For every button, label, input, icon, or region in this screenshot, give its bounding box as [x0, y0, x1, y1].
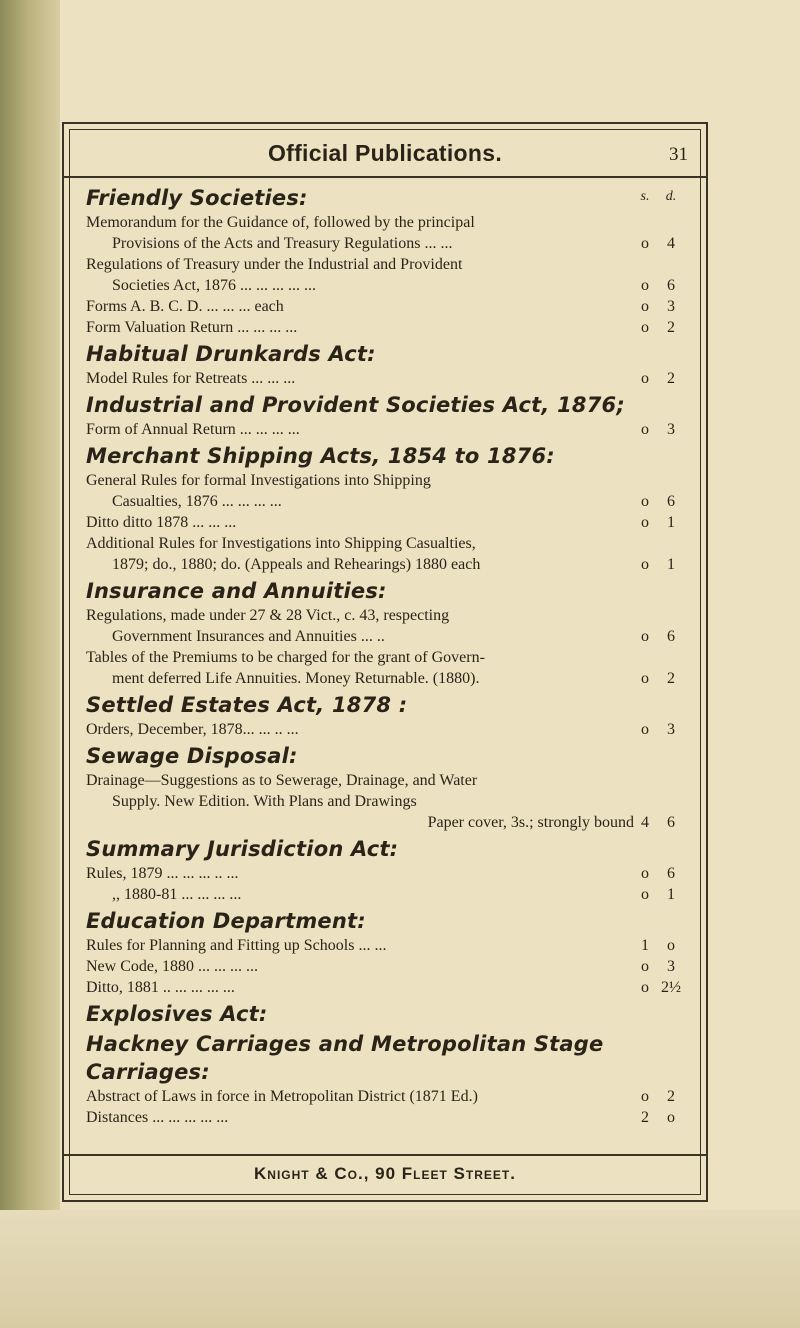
price-shillings: o: [641, 628, 649, 645]
entry-text: Regulations, made under 27 & 28 Vict., c. 43, respecting: [86, 607, 450, 624]
price-pence: o: [667, 1109, 675, 1126]
section-title: Industrial and Provident Societies Act, 1876;: [86, 393, 625, 417]
price-shillings: o: [641, 298, 649, 315]
price-shillings: 2: [641, 1109, 649, 1126]
publication-entry: [86, 812, 686, 833]
price-shillings: o: [641, 670, 649, 687]
entry-text: Abstract of Laws in force in Metropolitan District (1871 Ed.): [86, 1088, 478, 1105]
price-shillings: o: [641, 865, 649, 882]
publication-entry: [86, 791, 686, 812]
price-pence: 6: [667, 865, 675, 882]
publication-entry: [86, 419, 686, 440]
price-pence: 2: [667, 319, 675, 336]
publication-entry: [86, 668, 686, 689]
section-title: Sewage Disposal:: [86, 744, 298, 768]
entry-text: Societies Act, 1876 ... ... ... ... ...: [112, 277, 316, 294]
entry-text: Government Insurances and Annuities ... ..: [112, 628, 385, 645]
publication-entry: [86, 863, 686, 884]
price-pence: 3: [667, 958, 675, 975]
section-title: Insurance and Annuities:: [86, 579, 387, 603]
entry-text: Tables of the Premiums to be charged for the grant of Govern-: [86, 649, 485, 666]
publication-entry: [86, 212, 686, 233]
publication-entry: [86, 275, 686, 296]
price-pence: 6: [667, 814, 675, 831]
page-title: Official Publications.: [267, 140, 503, 166]
shillings-header: s.: [640, 189, 650, 204]
price-shillings: o: [641, 721, 649, 738]
publication-entry: [86, 233, 686, 254]
price-shillings: o: [641, 979, 649, 996]
entry-text: Memorandum for the Guidance of, followed by the principal: [86, 214, 475, 231]
publication-entry: [86, 647, 686, 668]
price-shillings: o: [641, 235, 649, 252]
price-shillings: o: [641, 514, 649, 531]
entry-text: New Code, 1880 ... ... ... ...: [86, 958, 258, 975]
entry-text: Form Valuation Return ... ... ... ...: [86, 319, 298, 336]
price-pence: 1: [667, 514, 675, 531]
section-title: Friendly Societies:: [86, 186, 308, 210]
publication-entry: [86, 254, 686, 275]
page-margin-bottom: [0, 1210, 800, 1328]
price-shillings: o: [641, 277, 649, 294]
page-number: 31: [669, 144, 688, 165]
entry-text: Supply. New Edition. With Plans and Drawings: [112, 793, 417, 810]
header-rule: [64, 176, 706, 178]
page-header: [64, 140, 706, 174]
price-shillings: o: [641, 886, 649, 903]
publication-entry: [86, 1107, 686, 1128]
entry-text: Model Rules for Retreats ... ... ...: [86, 370, 296, 387]
publication-entry: [86, 317, 686, 338]
entry-text: Orders, December, 1878... ... .. ...: [86, 721, 299, 738]
publication-entry: [86, 719, 686, 740]
price-pence: 2: [667, 370, 675, 387]
publication-entry: [86, 470, 686, 491]
entry-text: Form of Annual Return ... ... ... ...: [86, 421, 300, 438]
price-pence: 6: [667, 277, 675, 294]
entry-text: Paper cover, 3s.; strongly bound: [427, 814, 634, 831]
page-edge: [0, 0, 60, 1328]
price-pence: 1: [667, 556, 675, 573]
price-shillings: 1: [641, 937, 649, 954]
entry-text: ment deferred Life Annuities. Money Returnable. (1880).: [112, 670, 480, 687]
footer-rule: [64, 1154, 706, 1156]
publication-entry: [86, 512, 686, 533]
entry-text: ,, 1880-81 ... ... ... ...: [112, 886, 242, 903]
publication-entry: [86, 491, 686, 512]
price-shillings: o: [641, 493, 649, 510]
section-title: Education Department:: [86, 909, 366, 933]
publication-entry: [86, 605, 686, 626]
publication-entry: [86, 1086, 686, 1107]
publication-entry: [86, 554, 686, 575]
publication-entry: [86, 770, 686, 791]
publication-entry: [86, 977, 686, 998]
entry-text: Rules, 1879 ... ... ... .. ...: [86, 865, 239, 882]
price-shillings: o: [641, 958, 649, 975]
price-pence: 3: [667, 421, 675, 438]
section-title: Explosives Act:: [86, 1002, 268, 1026]
section-title: Habitual Drunkards Act:: [86, 342, 376, 366]
pence-header: d.: [665, 189, 677, 204]
price-pence: 1: [667, 886, 675, 903]
publication-entry: [86, 368, 686, 389]
price-pence: 6: [667, 628, 675, 645]
publication-list: [86, 182, 686, 1128]
section-title: Hackney Carriages and Metropolitan Stage Carriages:: [86, 1032, 604, 1084]
page-frame: [62, 122, 708, 1202]
entry-text: Ditto, 1881 .. ... ... ... ...: [86, 979, 235, 996]
price-pence: 3: [667, 298, 675, 315]
money-column-header: [634, 186, 686, 207]
entry-text: Distances ... ... ... ... ...: [86, 1109, 229, 1126]
price-pence: 6: [667, 493, 675, 510]
publication-entry: [86, 626, 686, 647]
price-pence: 4: [667, 235, 675, 252]
price-pence: o: [667, 937, 675, 954]
price-shillings: o: [641, 319, 649, 336]
section-title: Settled Estates Act, 1878 :: [86, 693, 408, 717]
publication-entry: [86, 935, 686, 956]
price-shillings: 4: [641, 814, 649, 831]
price-pence: 3: [667, 721, 675, 738]
price-shillings: o: [641, 556, 649, 573]
entry-text: General Rules for formal Investigations into Shipping: [86, 472, 431, 489]
section-title: Merchant Shipping Acts, 1854 to 1876:: [86, 444, 555, 468]
entry-text: Provisions of the Acts and Treasury Regulations ... ...: [112, 235, 453, 252]
entry-text: Forms A. B. C. D. ... ... ... each: [86, 298, 284, 315]
entry-text: Casualties, 1876 ... ... ... ...: [112, 493, 282, 510]
publication-entry: [86, 296, 686, 317]
publication-entry: [86, 884, 686, 905]
entry-text: 1879; do., 1880; do. (Appeals and Rehearings) 1880 each: [112, 556, 481, 573]
publisher-footer: Knight & Co., 90 Fleet Street.: [254, 1164, 516, 1183]
price-shillings: o: [641, 421, 649, 438]
entry-text: Rules for Planning and Fitting up Schools ... ...: [86, 937, 387, 954]
entry-text: Drainage—Suggestions as to Sewerage, Drainage, and Water: [86, 772, 478, 789]
price-pence: 2: [667, 670, 675, 687]
publication-entry: [86, 956, 686, 977]
price-pence: 2: [667, 1088, 675, 1105]
publication-entry: [86, 533, 686, 554]
entry-text: Regulations of Treasury under the Industrial and Provident: [86, 256, 463, 273]
price-shillings: o: [641, 370, 649, 387]
price-pence: 2½: [661, 979, 681, 996]
entry-text: Additional Rules for Investigations into Shipping Casualties,: [86, 535, 476, 552]
section-title: Summary Jurisdiction Act:: [86, 837, 399, 861]
entry-text: Ditto ditto 1878 ... ... ...: [86, 514, 237, 531]
price-shillings: o: [641, 1088, 649, 1105]
